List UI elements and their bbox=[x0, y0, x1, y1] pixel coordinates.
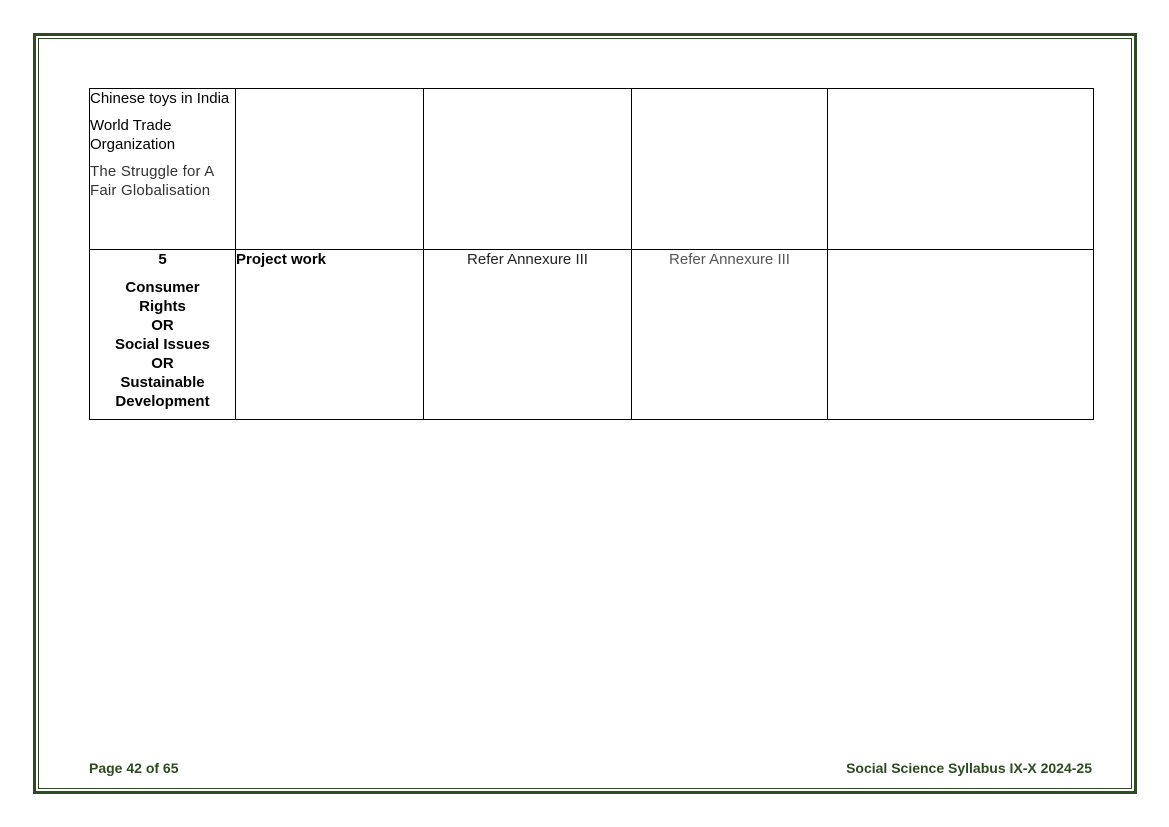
unit-line: Social Issues bbox=[114, 336, 211, 353]
topic-chinese-toys: Chinese toys in India bbox=[90, 90, 230, 107]
unit-cell bbox=[90, 250, 236, 420]
unit-line: Development bbox=[115, 393, 210, 410]
unit-number: 5 bbox=[158, 251, 167, 268]
document-title: Social Science Syllabus IX-X 2024-25 bbox=[846, 760, 1092, 776]
unit-line: OR bbox=[151, 355, 174, 372]
unit-line: Rights bbox=[139, 298, 186, 315]
unit-line: Consumer bbox=[125, 279, 200, 296]
unit-line: OR bbox=[151, 317, 174, 334]
page-number: Page 42 of 65 bbox=[89, 760, 179, 776]
syllabus-table bbox=[89, 88, 1094, 420]
annexure-reference: Refer Annexure III bbox=[424, 250, 632, 420]
empty-cell bbox=[424, 89, 632, 250]
empty-cell bbox=[632, 89, 828, 250]
activity-cell: Project work bbox=[236, 250, 424, 420]
topic-wto: World Trade Organization bbox=[90, 117, 176, 153]
table-row bbox=[90, 250, 1094, 420]
empty-cell bbox=[236, 89, 424, 250]
topics-cell bbox=[90, 89, 236, 250]
empty-cell bbox=[828, 250, 1094, 420]
annexure-reference: Refer Annexure III bbox=[632, 250, 828, 420]
empty-cell bbox=[828, 89, 1094, 250]
unit-line: Sustainable bbox=[120, 374, 205, 391]
table-row bbox=[90, 89, 1094, 250]
topic-fair-globalisation: The Struggle for A Fair Globalisation bbox=[90, 163, 214, 199]
